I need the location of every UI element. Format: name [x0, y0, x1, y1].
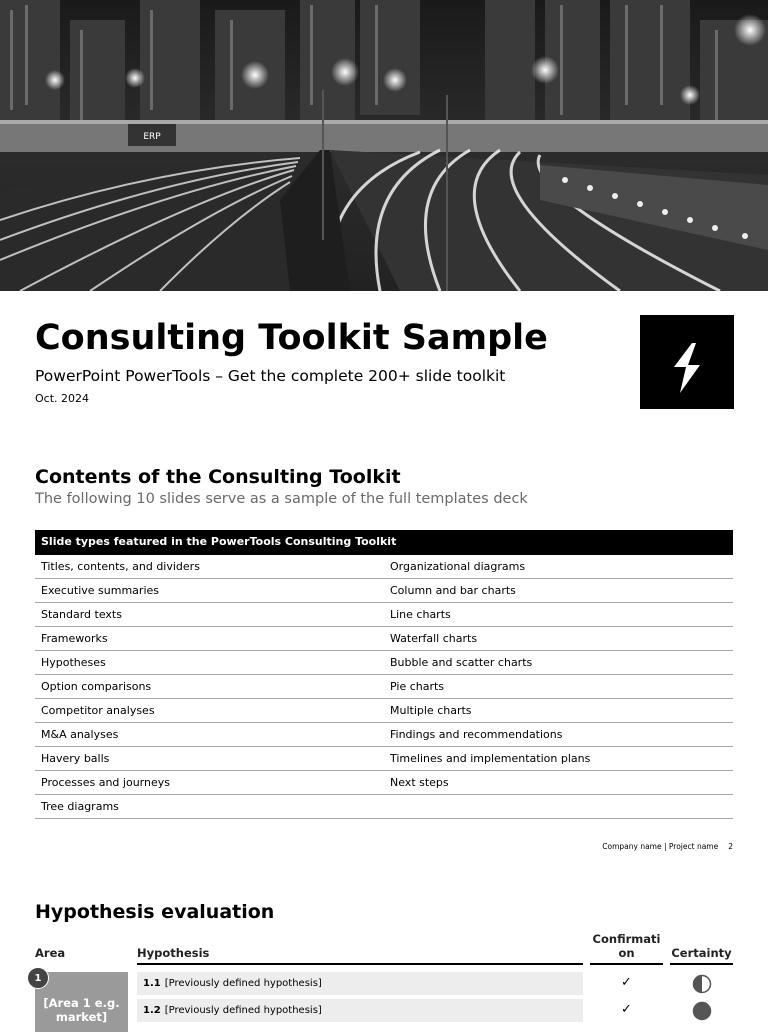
table-cell: Bubble and scatter charts [390, 656, 533, 669]
table-cell: Next steps [390, 776, 449, 789]
table-row [35, 675, 733, 699]
table-cell: Processes and journeys [41, 776, 170, 789]
page-date: Oct. 2024 [35, 392, 90, 405]
table-row [35, 771, 733, 795]
header-divider [590, 963, 663, 965]
hypothesis-text: [Previously defined hypothesis] [164, 978, 322, 989]
table-cell: Hypotheses [41, 656, 106, 669]
hypothesis-text: [Previously defined hypothesis] [164, 1005, 322, 1016]
table-row [35, 651, 733, 675]
header-divider [670, 963, 733, 965]
table-cell [390, 795, 733, 818]
area-number-badge: 1 [27, 967, 49, 989]
confirmation-check: ✓ [621, 1002, 632, 1017]
column-header-confirmation [590, 932, 663, 960]
table-row [35, 555, 733, 579]
contents-lead: The following 10 slides serve as a sample of the full templates deck [35, 491, 528, 507]
confirmation-check: ✓ [621, 975, 632, 990]
lightning-bolt-icon [640, 315, 734, 409]
table-cell: Option comparisons [41, 680, 152, 693]
table-cell: Timelines and implementation plans [390, 752, 591, 765]
table-cell: Column and bar charts [390, 584, 516, 597]
table-cell: Frameworks [41, 632, 108, 645]
table-cell: Executive summaries [41, 584, 160, 597]
hypothesis-number: 1.1 [143, 978, 161, 989]
table-cell: Multiple charts [390, 704, 472, 717]
contents-heading: Contents of the Consulting Toolkit [35, 466, 401, 488]
hypothesis-row [137, 999, 583, 1022]
table-cell: Tree diagrams [41, 800, 119, 813]
city-highway-night-photo [0, 0, 768, 291]
hero-image [0, 0, 768, 291]
table-row [35, 747, 733, 771]
hypothesis-heading: Hypothesis evaluation [35, 901, 275, 923]
table-cell: Competitor analyses [41, 704, 155, 717]
page-number: 2 [728, 842, 733, 851]
logo [640, 315, 734, 409]
column-header-area: Area [35, 946, 66, 960]
contents-table-header: Slide types featured in the PowerTools Consulting Toolkit [35, 530, 733, 555]
table-row [35, 579, 733, 603]
table-cell: M&A analyses [41, 728, 119, 741]
table-row [35, 627, 733, 651]
table-cell: Standard texts [41, 608, 122, 621]
area-label: [Area 1 e.g. market] [43, 996, 120, 1024]
table-row [35, 795, 733, 819]
table-row [35, 603, 733, 627]
footer-text: Company name | Project name [602, 842, 719, 851]
table-cell: Findings and recommendations [390, 728, 563, 741]
table-row [35, 723, 733, 747]
hypothesis-row [137, 972, 583, 995]
harvey-ball-full [692, 1001, 712, 1021]
table-cell: Line charts [390, 608, 451, 621]
column-header-confirmation-line1: Confirmati [592, 932, 661, 946]
slide-footer [602, 842, 733, 851]
page-title: Consulting Toolkit Sample [35, 318, 548, 358]
table-cell: Pie charts [390, 680, 445, 693]
page-subtitle: PowerPoint PowerTools – Get the complete 200+ slide toolkit [35, 367, 506, 385]
table-cell: Havery balls [41, 752, 110, 765]
hero-sign-text: ERP [143, 132, 161, 142]
table-cell: Organizational diagrams [390, 560, 526, 573]
table-cell: Titles, contents, and dividers [41, 560, 200, 573]
column-header-certainty: Certainty [671, 946, 732, 960]
contents-table [35, 530, 733, 819]
harvey-ball-half [692, 974, 712, 994]
table-row [35, 699, 733, 723]
hypothesis-number: 1.2 [143, 1005, 161, 1016]
header-divider [137, 963, 583, 965]
table-cell: Waterfall charts [390, 632, 478, 645]
column-header-confirmation-line2: on [618, 946, 635, 960]
column-header-hypothesis: Hypothesis [137, 946, 210, 960]
area-box [35, 972, 128, 1032]
